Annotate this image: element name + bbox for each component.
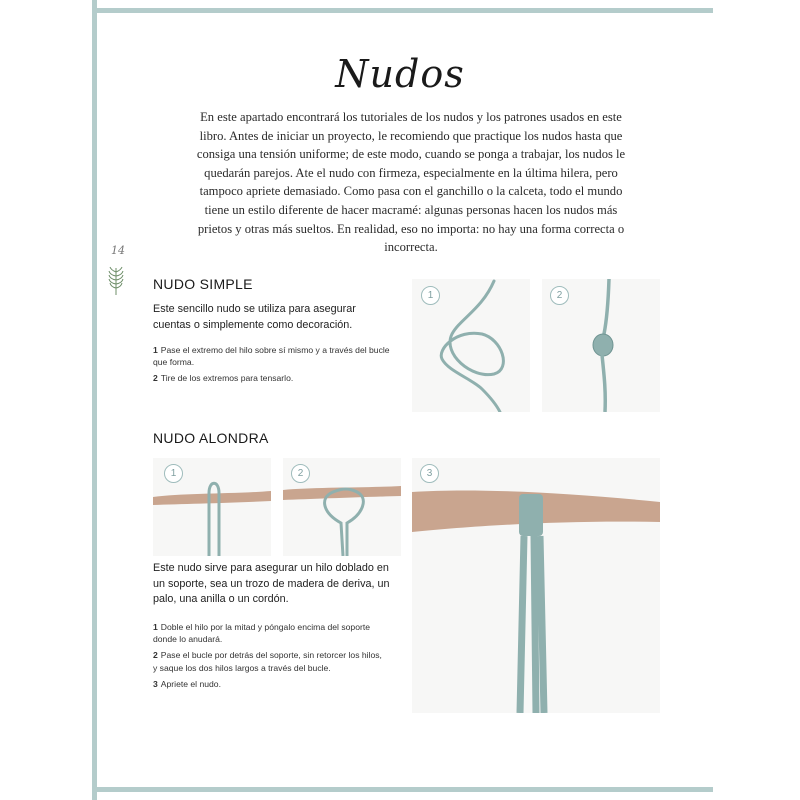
page-number: 14 [111, 244, 125, 257]
nudo-alondra-photo-2 [283, 458, 401, 556]
step-badge-1: 1 [421, 286, 440, 305]
page-frame-bottom [97, 787, 713, 792]
nudo-alondra-step-2: 2 Pase el bucle por detrás del soporte, sin retorcer los hilos, y saque los dos hilos largos a través del bucle. [153, 650, 382, 673]
page-frame-left [92, 0, 97, 800]
nudo-alondra-photo-3 [412, 458, 660, 713]
leaf-icon [108, 266, 124, 301]
nudo-alondra-step-3: 3 Apriete el nudo. [153, 678, 221, 689]
nudo-simple-step-2: 2 Tire de los extremos para tensarlo. [153, 373, 294, 384]
page-frame-top [97, 8, 713, 13]
step-badge-2: 2 [550, 286, 569, 305]
nudo-simple-step-1: 1 Pase el extremo del hilo sobre sí mismo y a través del bucle que forma. [153, 345, 390, 368]
nudo-alondra-lead: Este nudo sirve para asegurar un hilo doblado en un soporte, sea un trozo de madera de deriva, un palo, una anilla o un cordón. [153, 562, 390, 605]
step-badge-1: 1 [164, 464, 183, 483]
nudo-simple-steps [153, 344, 393, 389]
nudo-alondra-step-1: 1 Doble el hilo por la mitad y póngalo encima del soporte donde lo anudará. [153, 622, 371, 645]
nudo-alondra-photo-1 [153, 458, 271, 556]
intro-paragraph: En este apartado encontrará los tutoriales de los nudos y los patrones usados en este libro. Antes de iniciar un proyecto, le recomiendo que practique los nudos hasta que consiga una tensión uniforme; de este modo, cuando se ponga a trabajar, los nudos le quedarán parejos. Ate el nudo con firmeza, especialmente en la última hilera, pero tampoco apriete demasiado. Como pasa con el ganchillo o la calceta, todo el mundo tiene un estilo diferente de hacer macramé: algunas personas hacen los nudos más prietos y otras más sueltos. En realidad, eso no importa: no hay una forma correcta o incorrecta. [196, 110, 626, 255]
step-badge-2: 2 [291, 464, 310, 483]
nudo-simple-heading: NUDO SIMPLE [153, 276, 253, 292]
page-title: Nudos [335, 52, 465, 96]
step-badge-3: 3 [420, 464, 439, 483]
nudo-simple-photo-2 [542, 279, 660, 412]
nudo-alondra-heading: NUDO ALONDRA [153, 430, 269, 446]
nudo-alondra-steps [153, 621, 388, 694]
nudo-simple-lead: Este sencillo nudo se utiliza para asegurar cuentas o simplemente como decoración. [153, 303, 356, 331]
nudo-simple-photo-1 [412, 279, 530, 412]
